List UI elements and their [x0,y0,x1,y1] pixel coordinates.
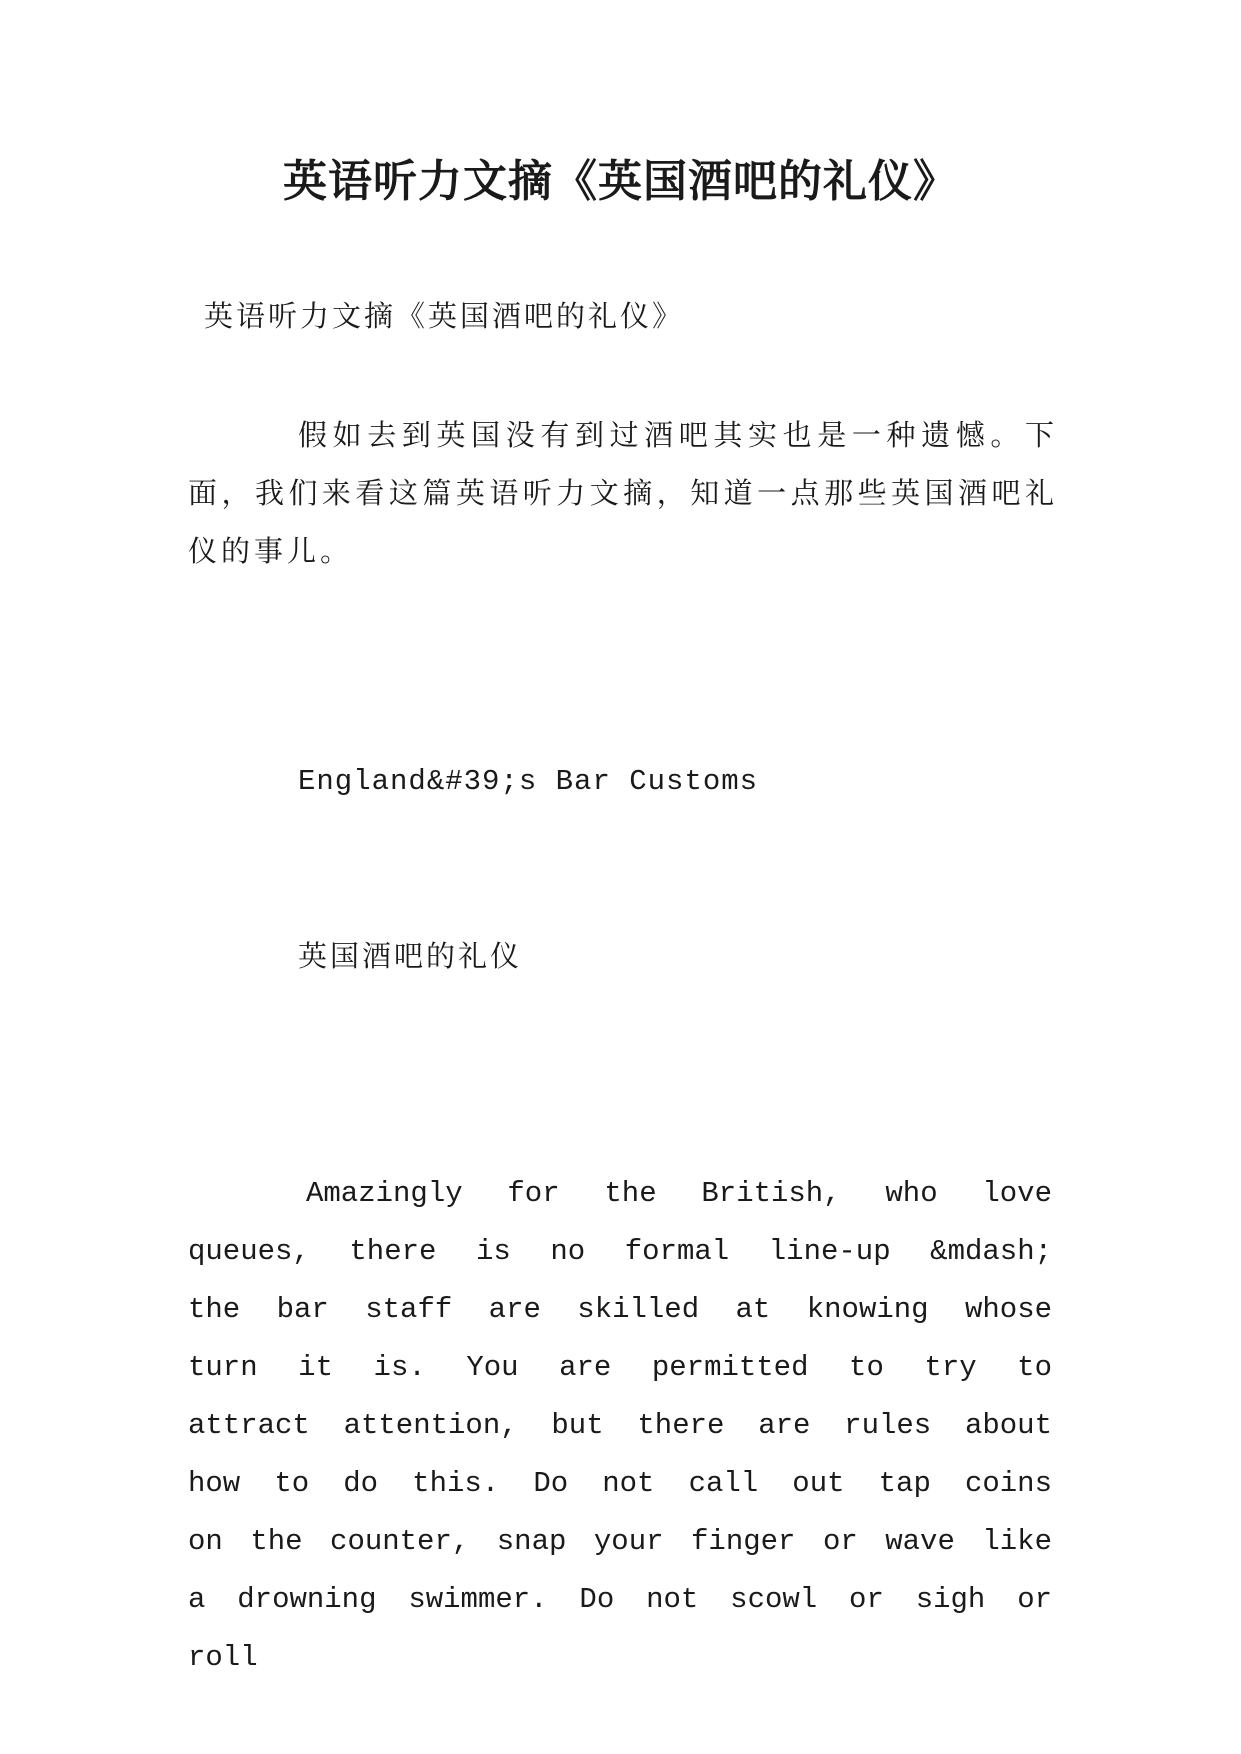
document-title: 英语听力文摘《英国酒吧的礼仪》 [283,156,958,207]
english-heading: England&#39;s Bar Customs [298,765,759,798]
chinese-heading: 英国酒吧的礼仪 [298,939,523,973]
intro-paragraph: 假如去到英国没有到过酒吧其实也是一种遗憾。下面，我们来看这篇英语听力文摘，知道一点那些英国酒吧礼仪的事儿。 [188,418,1058,568]
body-paragraph: Amazingly for the British, who love queues, there is no formal line-up &mdash; the bar staff are skilled at knowing whose turn it is. You are permitted to try to attract attention, but there are rules about how to do this. Do not call out tap coins on the counter, snap your finger or wave like a drowning swimmer. Do not scowl or sigh or roll [188,1177,1052,1674]
document-subtitle: 英语听力文摘《英国酒吧的礼仪》 [204,299,685,333]
